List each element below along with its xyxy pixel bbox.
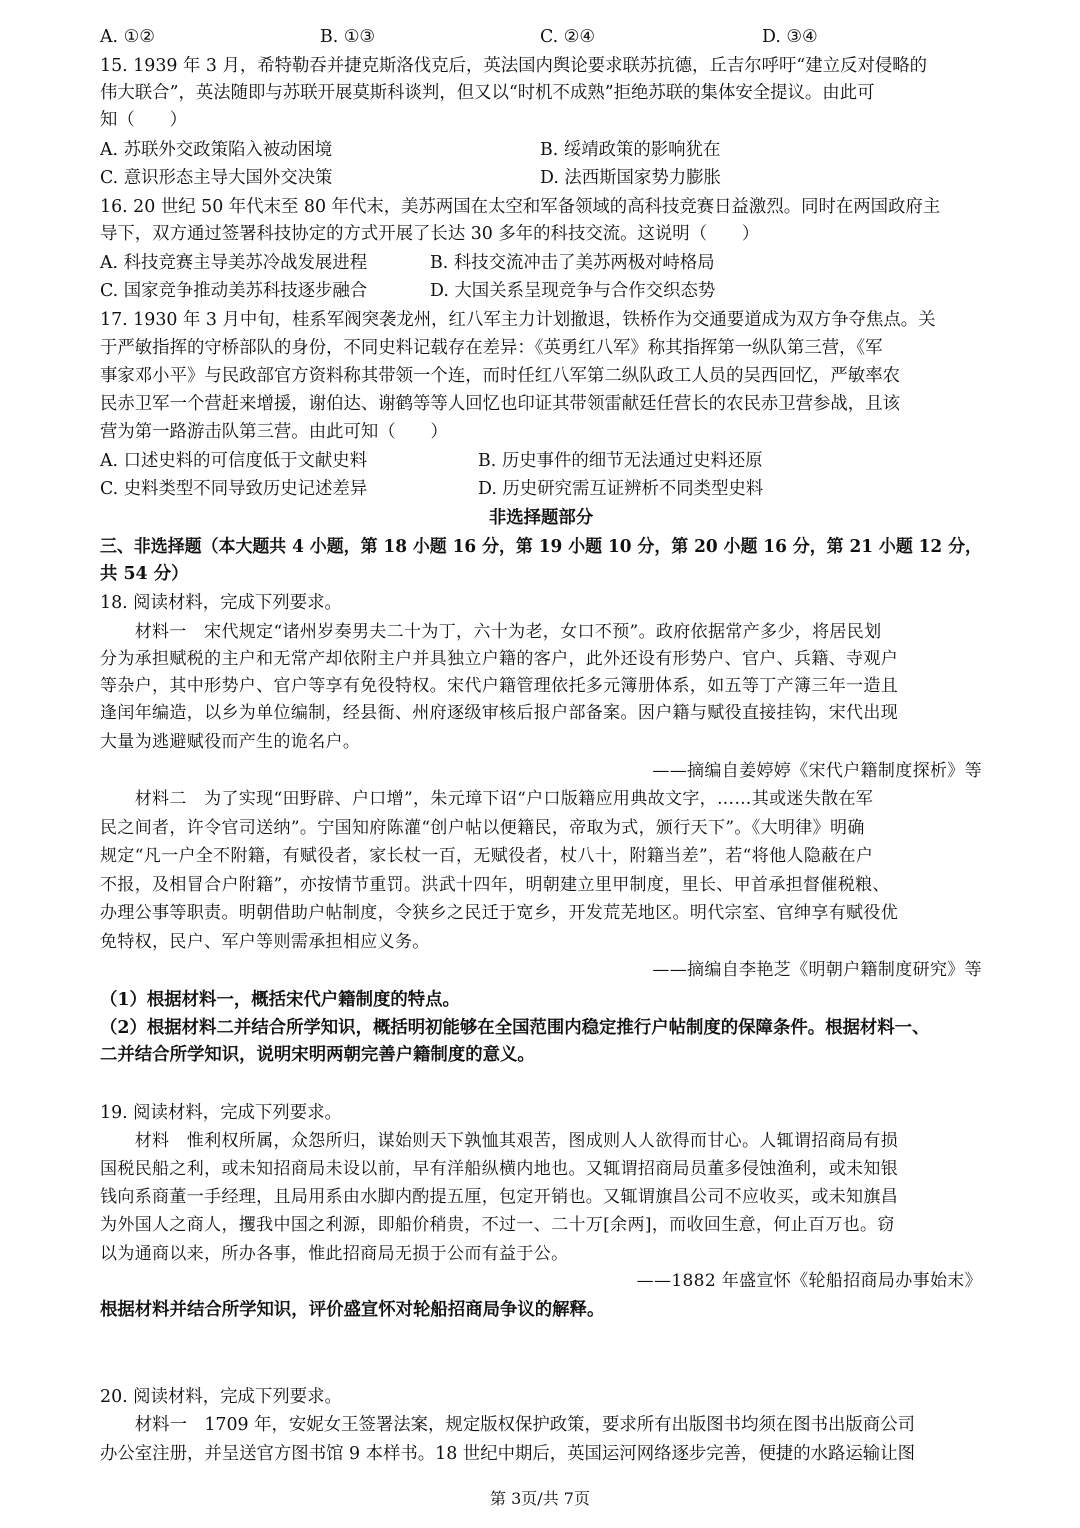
q18-material2-line: 民之间者，许令官司送纳”。宁国知府陈灌“创户帖以便籍民，帝取为式，颁行天下”。《大明律》明确 — [100, 818, 865, 838]
q19-question: 根据材料并结合所学知识，评价盛宣怀对轮船招商局争议的解释。 — [100, 1300, 605, 1320]
q16-stem-line: 16. 20 世纪 50 年代末至 80 年代末，美苏两国在太空和军备领域的高科技竞赛日益激烈。同时在两国政府主 — [100, 197, 941, 217]
q17-stem-line: 于严敏指挥的守桥部队的身份，不同史料记载存在差异：《英勇红八军》称其指挥第一纵队第三营，《军 — [100, 338, 883, 358]
q19-material-line: 为外国人之商人，攫我中国之利源，即船价稍贵，不过一、二十万[余两]，而收回生意，何止百万也。窃 — [100, 1215, 895, 1235]
q18-material1-line: 大量为逃避赋役而产生的诡名户。 — [100, 732, 361, 752]
q17-option-b: B. 历史事件的细节无法通过史料还原 — [478, 451, 763, 471]
q17-stem-line: 民赤卫军一个营赶来增援，谢伯达、谢鹤等等人回忆也印证其带领雷献廷任营长的农民赤卫营参战，且该 — [100, 394, 900, 414]
q16-option-c: C. 国家竞争推动美苏科技逐步融合 — [100, 281, 368, 301]
q15-option-d: D. 法西斯国家势力膨胀 — [540, 168, 721, 188]
section-three-heading: 共 54 分） — [100, 564, 189, 584]
q18-question-2: （2）根据材料二并结合所学知识，概括明初能够在全国范围内稳定推行户帖制度的保障条件。根据材料一、 — [100, 1018, 930, 1038]
q18-source1: ——摘编自姜婷婷《宋代户籍制度探析》等 — [652, 761, 982, 781]
q19-intro: 19. 阅读材料，完成下列要求。 — [100, 1103, 342, 1123]
q18-material2-line: 不报，及相冒合户附籍”，亦按情节重罚。洪武十四年，明朝建立里甲制度，里长、甲首承担督催税粮、 — [100, 875, 890, 895]
q14-option-b: B. ①③ — [320, 27, 376, 47]
q17-option-d: D. 历史研究需互证辨析不同类型史料 — [478, 479, 764, 499]
q19-source: ——1882 年盛宣怀《轮船招商局办事始末》 — [636, 1271, 982, 1291]
q18-question-2: 二并结合所学知识，说明宋明两朝完善户籍制度的意义。 — [100, 1045, 535, 1065]
q17-option-c: C. 史料类型不同导致历史记述差异 — [100, 479, 368, 499]
section-title: 非选择题部分 — [488, 508, 594, 528]
q16-stem-line: 导下，双方通过签署科技协定的方式开展了长达 30 多年的科技交流。这说明（ ） — [100, 224, 760, 244]
q16-option-d: D. 大国关系呈现竞争与合作交织态势 — [430, 281, 716, 301]
q18-material1-line: 分为承担赋税的主户和无常产却依附主户并具独立户籍的客户，此外还设有形势户、官户、兵籍、寺观户 — [100, 649, 899, 669]
q19-material-line: 材料 惟利权所属，众怨所归，谋始则天下孰恤其艰苦，图成则人人欲得而甘心。人辄谓招商局有损 — [100, 1131, 899, 1151]
q20-material-line: 材料一 1709 年，安妮女王签署法案，规定版权保护政策，要求所有出版图书均须在图书出版商公司 — [100, 1415, 915, 1435]
q20-intro: 20. 阅读材料，完成下列要求。 — [100, 1387, 342, 1407]
q18-material1-line: 逢闰年编造，以乡为单位编制，经县衙、州府逐级审核后报户部备案。因户籍与赋役直接挂钩，宋代出现 — [100, 703, 899, 723]
q18-material2-line: 免特权，民户、军户等则需承担相应义务。 — [100, 932, 430, 952]
q19-material-line: 国税民船之利，或未知招商局未设以前，早有洋船纵横内地也。又辄谓招商局员董多侵蚀渔利，或未知银 — [100, 1159, 899, 1179]
q20-material-line: 办公室注册，并呈送官方图书馆 9 本样书。18 世纪中期后，英国运河网络逐步完善，便捷的水路运输让图 — [100, 1444, 915, 1464]
q18-question-1: （1）根据材料一，概括宋代户籍制度的特点。 — [100, 990, 460, 1010]
q17-stem-line: 17. 1930 年 3 月中旬，桂系军阀突袭龙州，红八军主力计划撤退，铁桥作为交通要道成为双方争夺焦点。关 — [100, 310, 936, 330]
q17-option-a: A. 口述史料的可信度低于文献史料 — [100, 451, 368, 471]
q16-option-b: B. 科技交流冲击了美苏两极对峙格局 — [430, 253, 715, 273]
q18-material1-line: 材料一 宋代规定“诸州岁奏男夫二十为丁，六十为老，女口不预”。政府依据常产多少，将居民划 — [100, 622, 882, 642]
q15-stem-line: 15. 1939 年 3 月，希特勒吞并捷克斯洛伐克后，英法国内舆论要求联苏抗德，丘吉尔呼吁“建立反对侵略的 — [100, 56, 928, 76]
q16-option-a: A. 科技竞赛主导美苏冷战发展进程 — [100, 253, 368, 273]
q18-material2-line: 材料二 为了实现“田野辟、户口增”，朱元璋下诏“户口版籍应用典故文字，……其或迷失散在军 — [100, 789, 874, 809]
q19-material-line: 钱向系商董一手经理，且局用系由水脚内酌提五厘，包定开销也。又辄谓旗昌公司不应收买，或未知旗昌 — [100, 1187, 899, 1207]
q18-material2-line: 规定“凡一户全不附籍，有赋役者，家长杖一百，无赋役者，杖八十，附籍当差”，若“将他人隐蔽在户 — [100, 846, 874, 866]
q14-option-c: C. ②④ — [540, 27, 595, 47]
q19-material-line: 以为通商以来，所办各事，惟此招商局无损于公而有益于公。 — [100, 1244, 569, 1264]
q18-material1-line: 等杂户，其中形势户、官户等享有免役特权。宋代户籍管理依托多元簿册体系，如五等丁产簿三年一造且 — [100, 676, 899, 696]
q18-intro: 18. 阅读材料，完成下列要求。 — [100, 593, 342, 613]
q17-stem-line: 事家邓小平》与民政部官方资料称其带领一个连，而时任红八军第二纵队政工人员的吴西回忆，严敏率农 — [100, 366, 900, 386]
q15-stem-line: 知（ ） — [100, 110, 187, 130]
q15-option-b: B. 绥靖政策的影响犹在 — [540, 140, 721, 160]
q18-source2: ——摘编自李艳芝《明朝户籍制度研究》等 — [652, 960, 982, 980]
q14-option-d: D. ③④ — [762, 27, 818, 47]
q14-option-a: A. ①② — [100, 27, 155, 47]
page-number: 第 3页/共 7页 — [490, 1489, 590, 1508]
q18-material2-line: 办理公事等职责。明朝借助户帖制度，令狭乡之民迁于宽乡，开发荒芜地区。明代宗室、官绅享有赋役优 — [100, 903, 899, 923]
q15-option-c: C. 意识形态主导大国外交决策 — [100, 168, 333, 188]
q17-stem-line: 营为第一路游击队第三营。由此可知（ ） — [100, 422, 448, 442]
q15-stem-line: 伟大联合”，英法随即与苏联开展莫斯科谈判，但又以“时机不成熟”拒绝苏联的集体安全提议。由此可 — [100, 83, 875, 103]
q15-option-a: A. 苏联外交政策陷入被动困境 — [100, 140, 333, 160]
section-three-heading: 三、非选择题（本大题共 4 小题，第 18 小题 16 分，第 19 小题 10 分，第 20 小题 16 分，第 21 小题 12 分， — [100, 537, 982, 557]
